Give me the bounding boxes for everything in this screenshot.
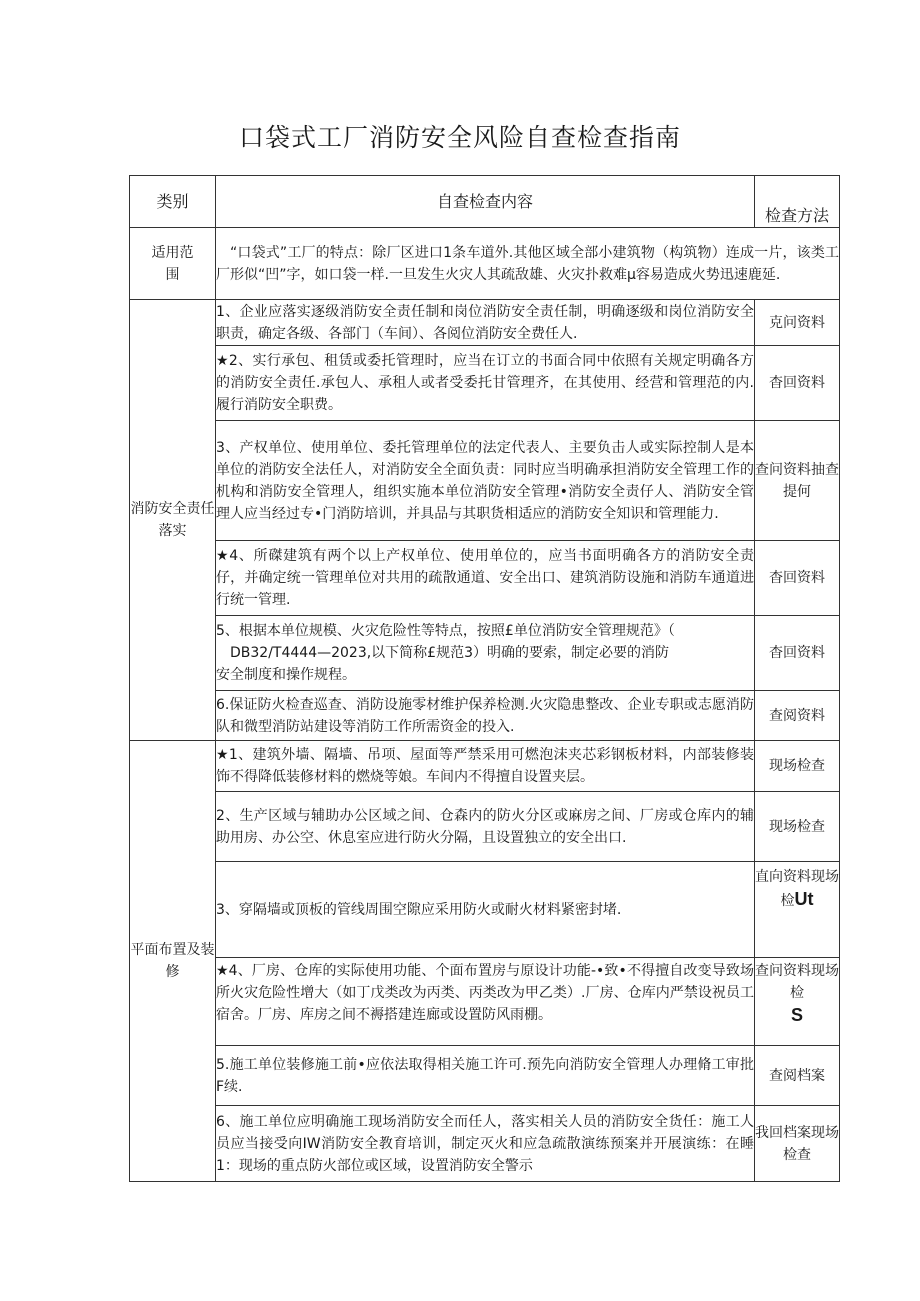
row-content	[216, 616, 755, 691]
row-content: 3、穿隔墙或顶板的管线周围空隙应采用防火或耐火材料紧密封堵.	[216, 862, 755, 958]
header-category: 类别	[130, 176, 216, 228]
row-method	[755, 958, 840, 1046]
row-content-line: DB32/T4444—2023,以下简称£规范3）明确的要索，制定必要的消防	[230, 645, 669, 661]
table-row	[130, 541, 840, 616]
row-content: 3、产权单位、使用单位、委托管理单位的法定代表人、主要负击人或实际控制人是本单位的消防安全法任人，对消防安全全面负责：同时应当明确承担消防安全管理工作的机构和消防安全管理人，组织实施本单位消防安全管理•消防安全责仔人、消防安全管理人应当经过专•门消防培训，并具品与其职货相适应的消防安全知识和管理能力.	[216, 421, 755, 541]
row-method-text: 直向资料现场检	[755, 869, 839, 909]
row-content: 2、生产区域与辅助办公区域之间、仓森内的防火分区或麻房之间、厂房或仓库内的辅助用房、办公空、休息室应进行防火分隔，且设置独立的安全出口.	[216, 792, 755, 862]
scope-row	[130, 228, 840, 300]
row-method	[755, 862, 840, 958]
row-method: 查阅档案	[755, 1046, 840, 1106]
row-method: 杳回资料	[755, 616, 840, 691]
page-title: 口袋式工厂消防安全风险自查检查指南	[238, 123, 681, 152]
row-method: 克问资料	[755, 300, 840, 346]
row-method: 我回档案现场检查	[755, 1106, 840, 1182]
header-method: 检查方法	[755, 176, 840, 228]
header-row	[130, 176, 840, 228]
row-content: 5.施工单位装修施工前•应依法取得相关施工许可.预先向消防安全管理人办理脩工审批F续.	[216, 1046, 755, 1106]
table-row	[130, 1106, 840, 1182]
row-method: 查问资料抽查提何	[755, 421, 840, 541]
row-method: 现场检查	[755, 792, 840, 862]
table-row	[130, 616, 840, 691]
table-row	[130, 1046, 840, 1106]
row-content: ★2、实行承包、租赁或委托管理时，应当在订立的书面合同中依照有关规定明确各方的消防安全责任.承包人、承租人或者受委托甘管理齐，在其使用、经营和管理范的内.履行消防安全职费。	[216, 346, 755, 421]
table-row	[130, 691, 840, 741]
table-row	[130, 300, 840, 346]
row-method: 现场检查	[755, 741, 840, 792]
row-method-mark: S	[790, 1005, 803, 1025]
table-row	[130, 862, 840, 958]
category-layout: 平面布置及装修	[130, 741, 216, 1182]
row-content: 6.保证防火检查巡查、消防设施零材维护保养检测.火灾隐患整改、企业专职或志愿消防队和微型消防站建设等消防工作所需资金的投入.	[216, 691, 755, 741]
row-content: 1、企业应落实逐级消防安全责任制和岗位消防安全责任制，明确逐级和岗位消防安全职责，确定各级、各部门（车间）、各阅位消防安全费任人.	[216, 300, 755, 346]
row-content-line: 5、根据本单位规模、火灾危险性等特点，按照£单位消防安全管理规范》（	[216, 623, 675, 639]
category-responsibility: 消防安全责任落实	[130, 300, 216, 741]
row-method-mark: Ut	[794, 889, 814, 909]
row-content-line: 安全制度和操作规程。	[216, 667, 356, 683]
scope-content: “口袋式”工厂的特点：除厂区进口1条车道外.其他区域全部小建筑物（构筑物）连成一片，该类工厂形似“凹”字，如口袋一样.一旦发生火灾人其疏敌雄、火灾扑救难μ容易造成火势迅速鹿延.	[216, 228, 840, 300]
table-row	[130, 741, 840, 792]
category-scope-label: 适用范 围	[151, 244, 194, 283]
table-row	[130, 346, 840, 421]
checklist-table	[129, 175, 840, 1182]
table-row	[130, 958, 840, 1046]
row-method: 杳回资料	[755, 541, 840, 616]
header-content: 自查检查内容	[216, 176, 755, 228]
row-content: 6、施工单位应明确施工现场消防安全而任人，落实相关人员的消防安全货任：施工人员应当接受向IW消防安全教育培训，制定灭火和应急疏散演练预案并开展演练：在睡1：现场的重点防火部位或区域，设置消防安全警示	[216, 1106, 755, 1182]
category-scope	[130, 228, 216, 300]
row-content: ★1、建筑外墙、隔墙、吊项、屋面等严禁采用可燃泡沫夹芯彩钢板材料，内部装修装饰不得降低装修材料的燃烧等娘。车间内不得擅自设置夹层。	[216, 741, 755, 792]
row-method-text: 查问资料现场检	[755, 963, 839, 1001]
row-content: ★4、所磔建筑有两个以上产权单位、使用单位的，应当书面明确各方的消防安全责仔，并确定统一管理单位对共用的疏散通道、安全出口、建筑消防设施和消防车通道进行统一管理.	[216, 541, 755, 616]
row-method: 杳回资料	[755, 346, 840, 421]
table-row	[130, 792, 840, 862]
row-content: ★4、厂房、仓库的实际使用功能、个面布置房与原设计功能-•致•不得擅自改变导致场所火灾危险性增大（如丁戊类改为丙类、丙类改为甲乙类）.厂房、仓库内严禁设祝员工宿舍。厂房、库房之间不褥搭建连廊或设置防风雨棚。	[216, 958, 755, 1046]
row-method: 查阅资料	[755, 691, 840, 741]
table-row	[130, 421, 840, 541]
